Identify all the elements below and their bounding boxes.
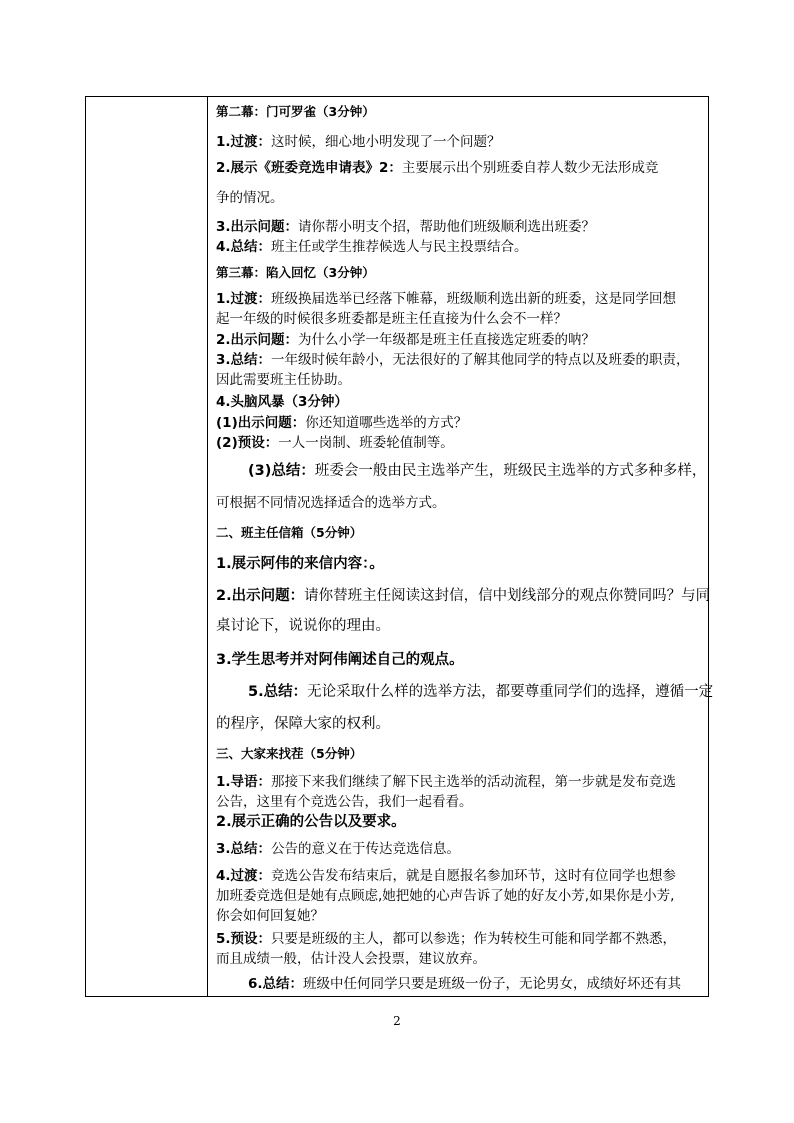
mailbox-summary: 5.总结：无论采取什么样的选举方法，都要尊重同学们的选择，遵循一定 xyxy=(248,684,714,700)
act3-heading: 第三幕：陷入回忆（3分钟） xyxy=(216,265,375,280)
column-divider xyxy=(207,97,208,996)
act2-question: 3.出示问题：请你帮小明支个招，帮助他们班级顺利选出班委？ xyxy=(216,219,596,235)
find-intro-cont: 公告，这里有个竞选公告，我们一起看看。 xyxy=(216,794,473,810)
act3-transition: 1.过渡：班级换届选举已经落下帷幕，班级顺利选出新的班委，这是同学回想 xyxy=(216,291,677,307)
act2-summary: 4.总结：班主任或学生推荐候选人与民主投票结合。 xyxy=(216,239,528,255)
brainstorm-summary-cont: 可根据不同情况选择适合的选举方式。 xyxy=(216,495,446,511)
page-number: 2 xyxy=(393,1014,401,1028)
mailbox-item1: 1.展示阿伟的来信内容：。 xyxy=(216,556,384,572)
act3-question: 2.出示问题：为什么小学一年级都是班主任直接选定班委的呐？ xyxy=(216,332,596,348)
find-item2: 2.展示正确的公告以及要求。 xyxy=(216,814,406,830)
act2-heading: 第二幕：门可罗雀（3分钟） xyxy=(216,104,375,119)
mailbox-question: 2.出示问题：请你替班主任阅读这封信，信中划线部分的观点你赞同吗？与同 xyxy=(216,588,711,604)
act3-summary: 3.总结：一年级时候年龄小，无法很好的了解其他同学的特点以及班委的职责， xyxy=(216,352,690,368)
mailbox-question-cont: 桌讨论下，说说你的理由。 xyxy=(216,618,390,634)
find-transition-cont: 加班委竞选但是她有点顾虑,她把她的心声告诉了她的好友小芳,如果你是小芳, xyxy=(216,888,675,904)
mailbox-summary-cont: 的程序，保障大家的权利。 xyxy=(216,716,390,732)
brainstorm-heading: 4.头脑风暴（3分钟） xyxy=(216,394,348,410)
find-summary: 3.总结：公告的意义在于传达竞选信息。 xyxy=(216,841,461,857)
mailbox-heading: 二、班主任信箱（5分钟） xyxy=(216,525,363,540)
find-preset: 5.预设：只要是班级的主人，都可以参选；作为转校生可能和同学都不熟悉， xyxy=(216,931,677,947)
find-heading: 三、大家来找茬（5分钟） xyxy=(216,746,363,761)
find-transition-cont2: 你会如何回复她？ xyxy=(216,908,324,924)
brainstorm-question: (1)出示问题：你还知道哪些选举的方式？ xyxy=(216,415,468,431)
brainstorm-summary: (3)总结：班委会一般由民主选举产生，班级民主选举的方式多种多样， xyxy=(248,463,707,479)
act3-summary-cont: 因此需要班主任协助。 xyxy=(216,372,351,388)
find-summary2: 6.总结：班级中任何同学只要是班级一份子，无论男女，成绩好坏还有其 xyxy=(248,976,682,992)
act2-show: 2.展示《班委竞选申请表》2：主要展示出个别班委自荐人数少无法形成竞 xyxy=(216,160,659,176)
act3-transition-cont: 起一年级的时候很多班委都是班主任直接为什么会不一样？ xyxy=(216,311,567,327)
find-transition: 4.过渡：竞选公告发布结束后，就是自愿报名参加环节，这时有位同学也想参 xyxy=(216,868,677,884)
act2-show-cont: 争的情况。 xyxy=(216,190,284,206)
find-preset-cont: 而且成绩一般，估计没人会投票，建议放弃。 xyxy=(216,951,486,967)
brainstorm-preset: (2)预设：一人一岗制、班委轮值制等。 xyxy=(216,435,454,451)
lesson-table xyxy=(85,96,714,997)
find-intro: 1.导语：那接下来我们继续了解下民主选举的活动流程，第一步就是发布竞选 xyxy=(216,774,677,790)
act2-transition: 1.过渡：这时候，细心地小明发现了一个问题？ xyxy=(216,134,501,150)
mailbox-item3: 3.学生思考并对阿伟阐述自己的观点。 xyxy=(216,652,464,668)
